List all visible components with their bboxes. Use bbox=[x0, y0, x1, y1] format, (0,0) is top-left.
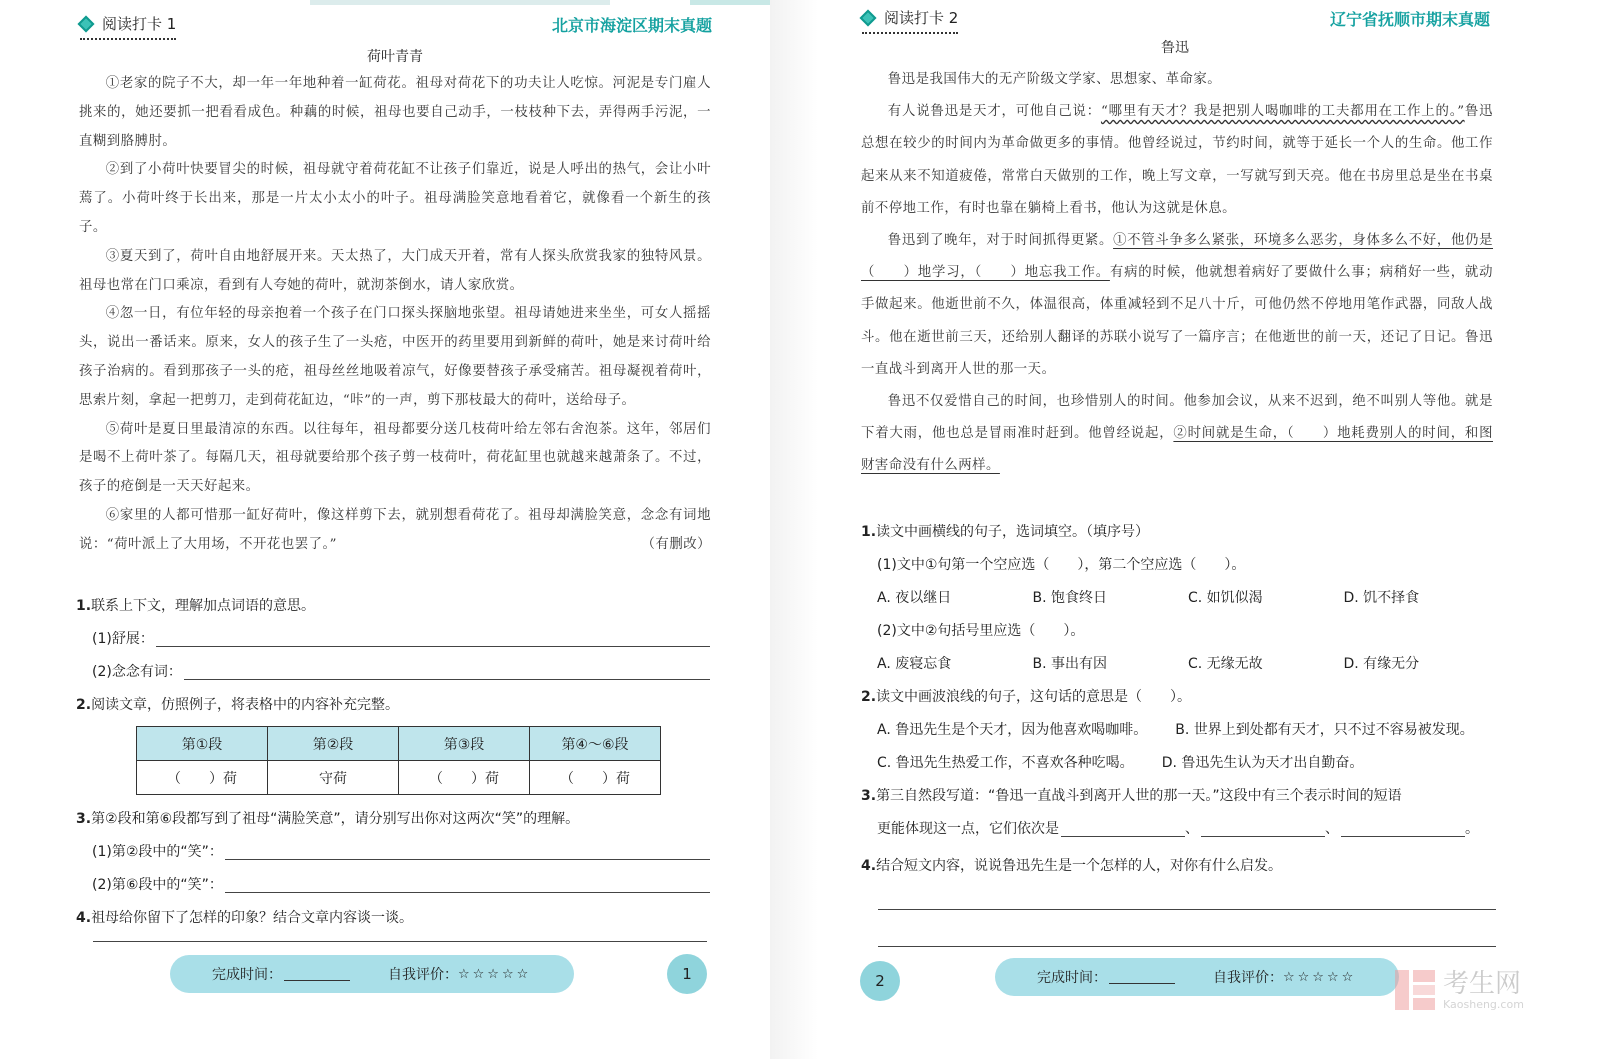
page-number: 2 bbox=[860, 961, 900, 1001]
eval-label: 自我评价： bbox=[388, 967, 458, 983]
site-watermark bbox=[1393, 968, 1524, 1012]
exam-source: 辽宁省抚顺市期末真题 bbox=[1329, 10, 1490, 29]
question-1-1: (1)文中①句第一个空应选（ ），第二个空应选（ ）。 bbox=[877, 557, 1246, 573]
option[interactable]: B. 事出有因 bbox=[1032, 656, 1108, 672]
paragraph-2: 有人说鲁迅是天才，可他自己说：“哪里有天才？我是把别人喝咖啡的工夫都用在工作上的。”鲁迅总想在较少的时间内为革命做更多的事情。他曾经说过，节约时间，就等于延长一个人的生命。他工作起来从来不知道疲倦，常常白天做别的工作，晚上写文章，一写就写到天亮。他在书房里总是坐在书桌前不停地工作，有时也靠在躺椅上看书，他认为这就是休息。 bbox=[861, 104, 1494, 216]
answer-line[interactable] bbox=[1201, 836, 1325, 837]
badge-text: 阅读打卡 2 bbox=[884, 9, 959, 27]
answer-line[interactable] bbox=[878, 946, 1496, 947]
rating-stars[interactable]: ☆☆☆☆☆ bbox=[458, 966, 532, 982]
table-header: 第④～⑥段 bbox=[530, 727, 661, 761]
time-label: 完成时间： bbox=[212, 967, 282, 983]
question-1-1: (1)舒展： bbox=[76, 623, 710, 656]
table-header: 第①段 bbox=[137, 727, 268, 761]
table-cell[interactable]: （ ）荷 bbox=[399, 761, 530, 795]
option[interactable]: C. 如饥似渴 bbox=[1188, 590, 1263, 606]
wavy-sentence: “哪里有天才？我是把别人喝咖啡的工夫都用在工作上的。” bbox=[1100, 104, 1465, 120]
answer-line[interactable] bbox=[156, 646, 710, 647]
time-input[interactable] bbox=[1109, 970, 1175, 984]
option[interactable]: D. 饥不择食 bbox=[1343, 590, 1420, 606]
underlined-sentence-1: ①不管斗争多么紧张，环境多么恶劣，身体多么不好，他仍是（ ）地学习，（ ）地忘我工作。 bbox=[861, 233, 1494, 281]
option[interactable]: B. 饱食终日 bbox=[1032, 590, 1108, 606]
reading-badge bbox=[862, 7, 958, 34]
question-1-2: (2)念念有词： bbox=[76, 656, 710, 689]
question-3-answer: 更能体现这一点，它们依次是 、 、 。 bbox=[877, 821, 1479, 837]
time-input[interactable] bbox=[284, 967, 350, 981]
paragraph-6-text: ⑥家里的人都可惜那一缸好荷叶，像这样剪下去，就别想看荷花了。祖母却满脸笑意，念念有词地说：“荷叶派上了大用场，不开花也罢了。” bbox=[79, 507, 711, 552]
page-number: 1 bbox=[667, 954, 707, 994]
option[interactable]: A. 废寝忘食 bbox=[877, 656, 952, 672]
article-body bbox=[79, 70, 711, 560]
table-cell[interactable]: （ ）荷 bbox=[137, 761, 268, 795]
option[interactable]: D. 有缘无分 bbox=[1343, 656, 1420, 672]
question-2-options-b bbox=[861, 747, 1499, 780]
right-questions bbox=[861, 516, 1499, 883]
question-3: 3.第三自然段写道：“鲁迅一直战斗到离开人世的那一天。”这段中有三个表示时间的短语 bbox=[861, 788, 1402, 804]
question-1-1-options bbox=[861, 582, 1499, 615]
paragraph-3: 鲁迅到了晚年，对于时间抓得更紧。①不管斗争多么紧张，环境多么恶劣，身体多么不好，他仍是（ ）地学习，（ ）地忘我工作。有病的时候，他就想着病好了要做什么事；病稍好一些，就动手做起来。他逝世前不久，体温很高，体重减轻到不足八十斤，可他仍然不停地用笔作武器，同敌人战斗。他在逝世前三天，还给别人翻译的苏联小说写了一篇序言；在他逝世的前一天，还记了日记。鲁迅一直战斗到离开人世的那一天。 bbox=[861, 233, 1494, 377]
question-1-2: (2)文中②句括号里应选（ ）。 bbox=[877, 623, 1085, 639]
question-3: 3.第②段和第⑥段都写到了祖母“满脸笑意”，请分别写出你对这两次“笑”的理解。 bbox=[76, 811, 580, 827]
table-header: 第②段 bbox=[268, 727, 399, 761]
reading-badge bbox=[80, 13, 176, 40]
answer-line[interactable] bbox=[184, 679, 710, 680]
paragraph-6 bbox=[79, 502, 711, 560]
paragraph-1: ①老家的院子不大，却一年一年地种着一缸荷花。祖母对荷花下的功夫让人吃惊。河泥是专门雇人挑来的，她还要抓一把看看成色。种藕的时候，祖母也要自己动手，一枝枝种下去，弄得两手污泥，一直糊到胳膊肘。 bbox=[79, 76, 711, 149]
paragraph-5: ⑤荷叶是夏日里最清凉的东西。以往每年，祖母都要分送几枝荷叶给左邻右舍泡茶。这年，邻居们是喝不上荷叶茶了。每隔几天，祖母就要给那个孩子剪一枝荷叶，荷花缸里也就越来越萧条了。不过，孩子的疮倒是一天天好起来。 bbox=[79, 421, 711, 495]
eval-label: 自我评价： bbox=[1213, 970, 1283, 986]
watermark-url: Kaosheng.com bbox=[1443, 997, 1524, 1011]
badge-text: 阅读打卡 1 bbox=[102, 15, 177, 33]
table-cell[interactable]: （ ）荷 bbox=[530, 761, 661, 795]
answer-line[interactable] bbox=[225, 892, 710, 893]
option[interactable]: B. 世界上到处都有天才，只不过不容易被发现。 bbox=[1175, 722, 1474, 738]
option[interactable]: D. 鲁迅先生认为天才出自勤奋。 bbox=[1161, 755, 1364, 771]
left-questions bbox=[76, 590, 710, 935]
time-label: 完成时间： bbox=[1037, 970, 1107, 986]
completion-footer bbox=[170, 955, 574, 993]
question-3-2: (2)第⑥段中的“笑”： bbox=[76, 869, 710, 902]
revision-note: （有删改） bbox=[641, 536, 711, 552]
left-header bbox=[80, 10, 712, 40]
option[interactable]: A. 鲁迅先生是个天才，因为他喜欢喝咖啡。 bbox=[877, 722, 1148, 738]
article-title: 荷叶青青 bbox=[367, 49, 423, 65]
exam-source: 北京市海淀区期末真题 bbox=[551, 16, 712, 35]
rating-stars[interactable]: ☆☆☆☆☆ bbox=[1283, 969, 1357, 985]
paragraph-1: 鲁迅是我国伟大的无产阶级文学家、思想家、革命家。 bbox=[887, 72, 1222, 87]
diamond-icon bbox=[860, 9, 877, 26]
question-2: 2.阅读文章，仿照例子，将表格中的内容补充完整。 bbox=[76, 697, 400, 713]
table-cell: 守荷 bbox=[268, 761, 399, 795]
table-header: 第③段 bbox=[399, 727, 530, 761]
question-1: 1.联系上下文，理解加点词语的意思。 bbox=[76, 598, 316, 614]
summary-table bbox=[136, 726, 661, 795]
completion-footer bbox=[995, 958, 1399, 996]
option[interactable]: C. 鲁迅先生热爱工作，不喜欢各种吃喝。 bbox=[877, 755, 1134, 771]
answer-line[interactable] bbox=[93, 941, 707, 942]
article-body bbox=[861, 64, 1493, 483]
diamond-icon bbox=[78, 15, 95, 32]
watermark-logo-icon bbox=[1393, 968, 1437, 1012]
question-1-2-options bbox=[861, 648, 1499, 681]
question-4: 4.结合短文内容，说说鲁迅先生是一个怎样的人，对你有什么启发。 bbox=[861, 858, 1283, 874]
paragraph-4: 鲁迅不仅爱惜自己的时间，也珍惜别人的时间。他参加会议，从来不迟到，绝不叫别人等他。就是下着大雨，他也总是冒雨准时赶到。他曾经说起，②时间就是生命，（ ）地耗费别人的时间，和图财害命没有什么两样。 bbox=[861, 394, 1493, 474]
right-header bbox=[862, 4, 1490, 34]
answer-line[interactable] bbox=[1061, 836, 1185, 837]
paragraph-3: ③夏天到了，荷叶自由地舒展开来。天太热了，大门成天开着，常有人探头欣赏我家的独特风景。祖母也常在门口乘凉，看到有人夸她的荷叶，就沏茶倒水，请人家欣赏。 bbox=[79, 248, 711, 293]
top-decoration-accent bbox=[690, 0, 770, 5]
paragraph-4: ④忽一日，有位年轻的母亲抱着一个孩子在门口探头探脑地张望。祖母请她进来坐坐，可女人摇摇头，说出一番话来。原来，女人的孩子生了一头疮，中医开的药里要用到新鲜的荷叶，她是来讨荷叶给孩子治病的。看到那孩子一头的疮，祖母丝丝地吸着凉气，好像要替孩子承受痛苦。祖母凝视着荷叶，思索片刻，拿起一把剪刀，走到荷花缸边，“咔”的一声，剪下那枝最大的荷叶，送给母子。 bbox=[79, 306, 711, 408]
article-title: 鲁迅 bbox=[1161, 40, 1189, 56]
question-1: 1.读文中画横线的句子，选词填空。（填序号） bbox=[861, 524, 1150, 540]
answer-line[interactable] bbox=[878, 909, 1496, 910]
watermark-text: 考生网 bbox=[1443, 968, 1522, 999]
top-decoration bbox=[310, 0, 610, 5]
paragraph-2: ②到了小荷叶快要冒尖的时候，祖母就守着荷花缸不让孩子们靠近，说是人呼出的热气，会让小叶蔫了。小荷叶终于长出来，那是一片太小太小的叶子。祖母满脸笑意地看着它，就像看一个新生的孩子。 bbox=[79, 162, 711, 235]
question-2: 2.读文中画波浪线的句子，这句话的意思是（ ）。 bbox=[861, 689, 1192, 705]
option[interactable]: A. 夜以继日 bbox=[877, 590, 952, 606]
answer-line[interactable] bbox=[225, 859, 710, 860]
option[interactable]: C. 无缘无故 bbox=[1188, 656, 1263, 672]
question-2-options-a bbox=[861, 714, 1499, 747]
question-3-1: (1)第②段中的“笑”： bbox=[76, 836, 710, 869]
answer-line[interactable] bbox=[1341, 836, 1465, 837]
underlined-sentence-2: ②时间就是生命，（ ）地耗费别人的时间，和图财害命没有什么两样。 bbox=[861, 426, 1493, 474]
right-page bbox=[800, 0, 1600, 1059]
question-4: 4.祖母给你留下了怎样的印象？结合文章内容谈一谈。 bbox=[76, 910, 414, 926]
